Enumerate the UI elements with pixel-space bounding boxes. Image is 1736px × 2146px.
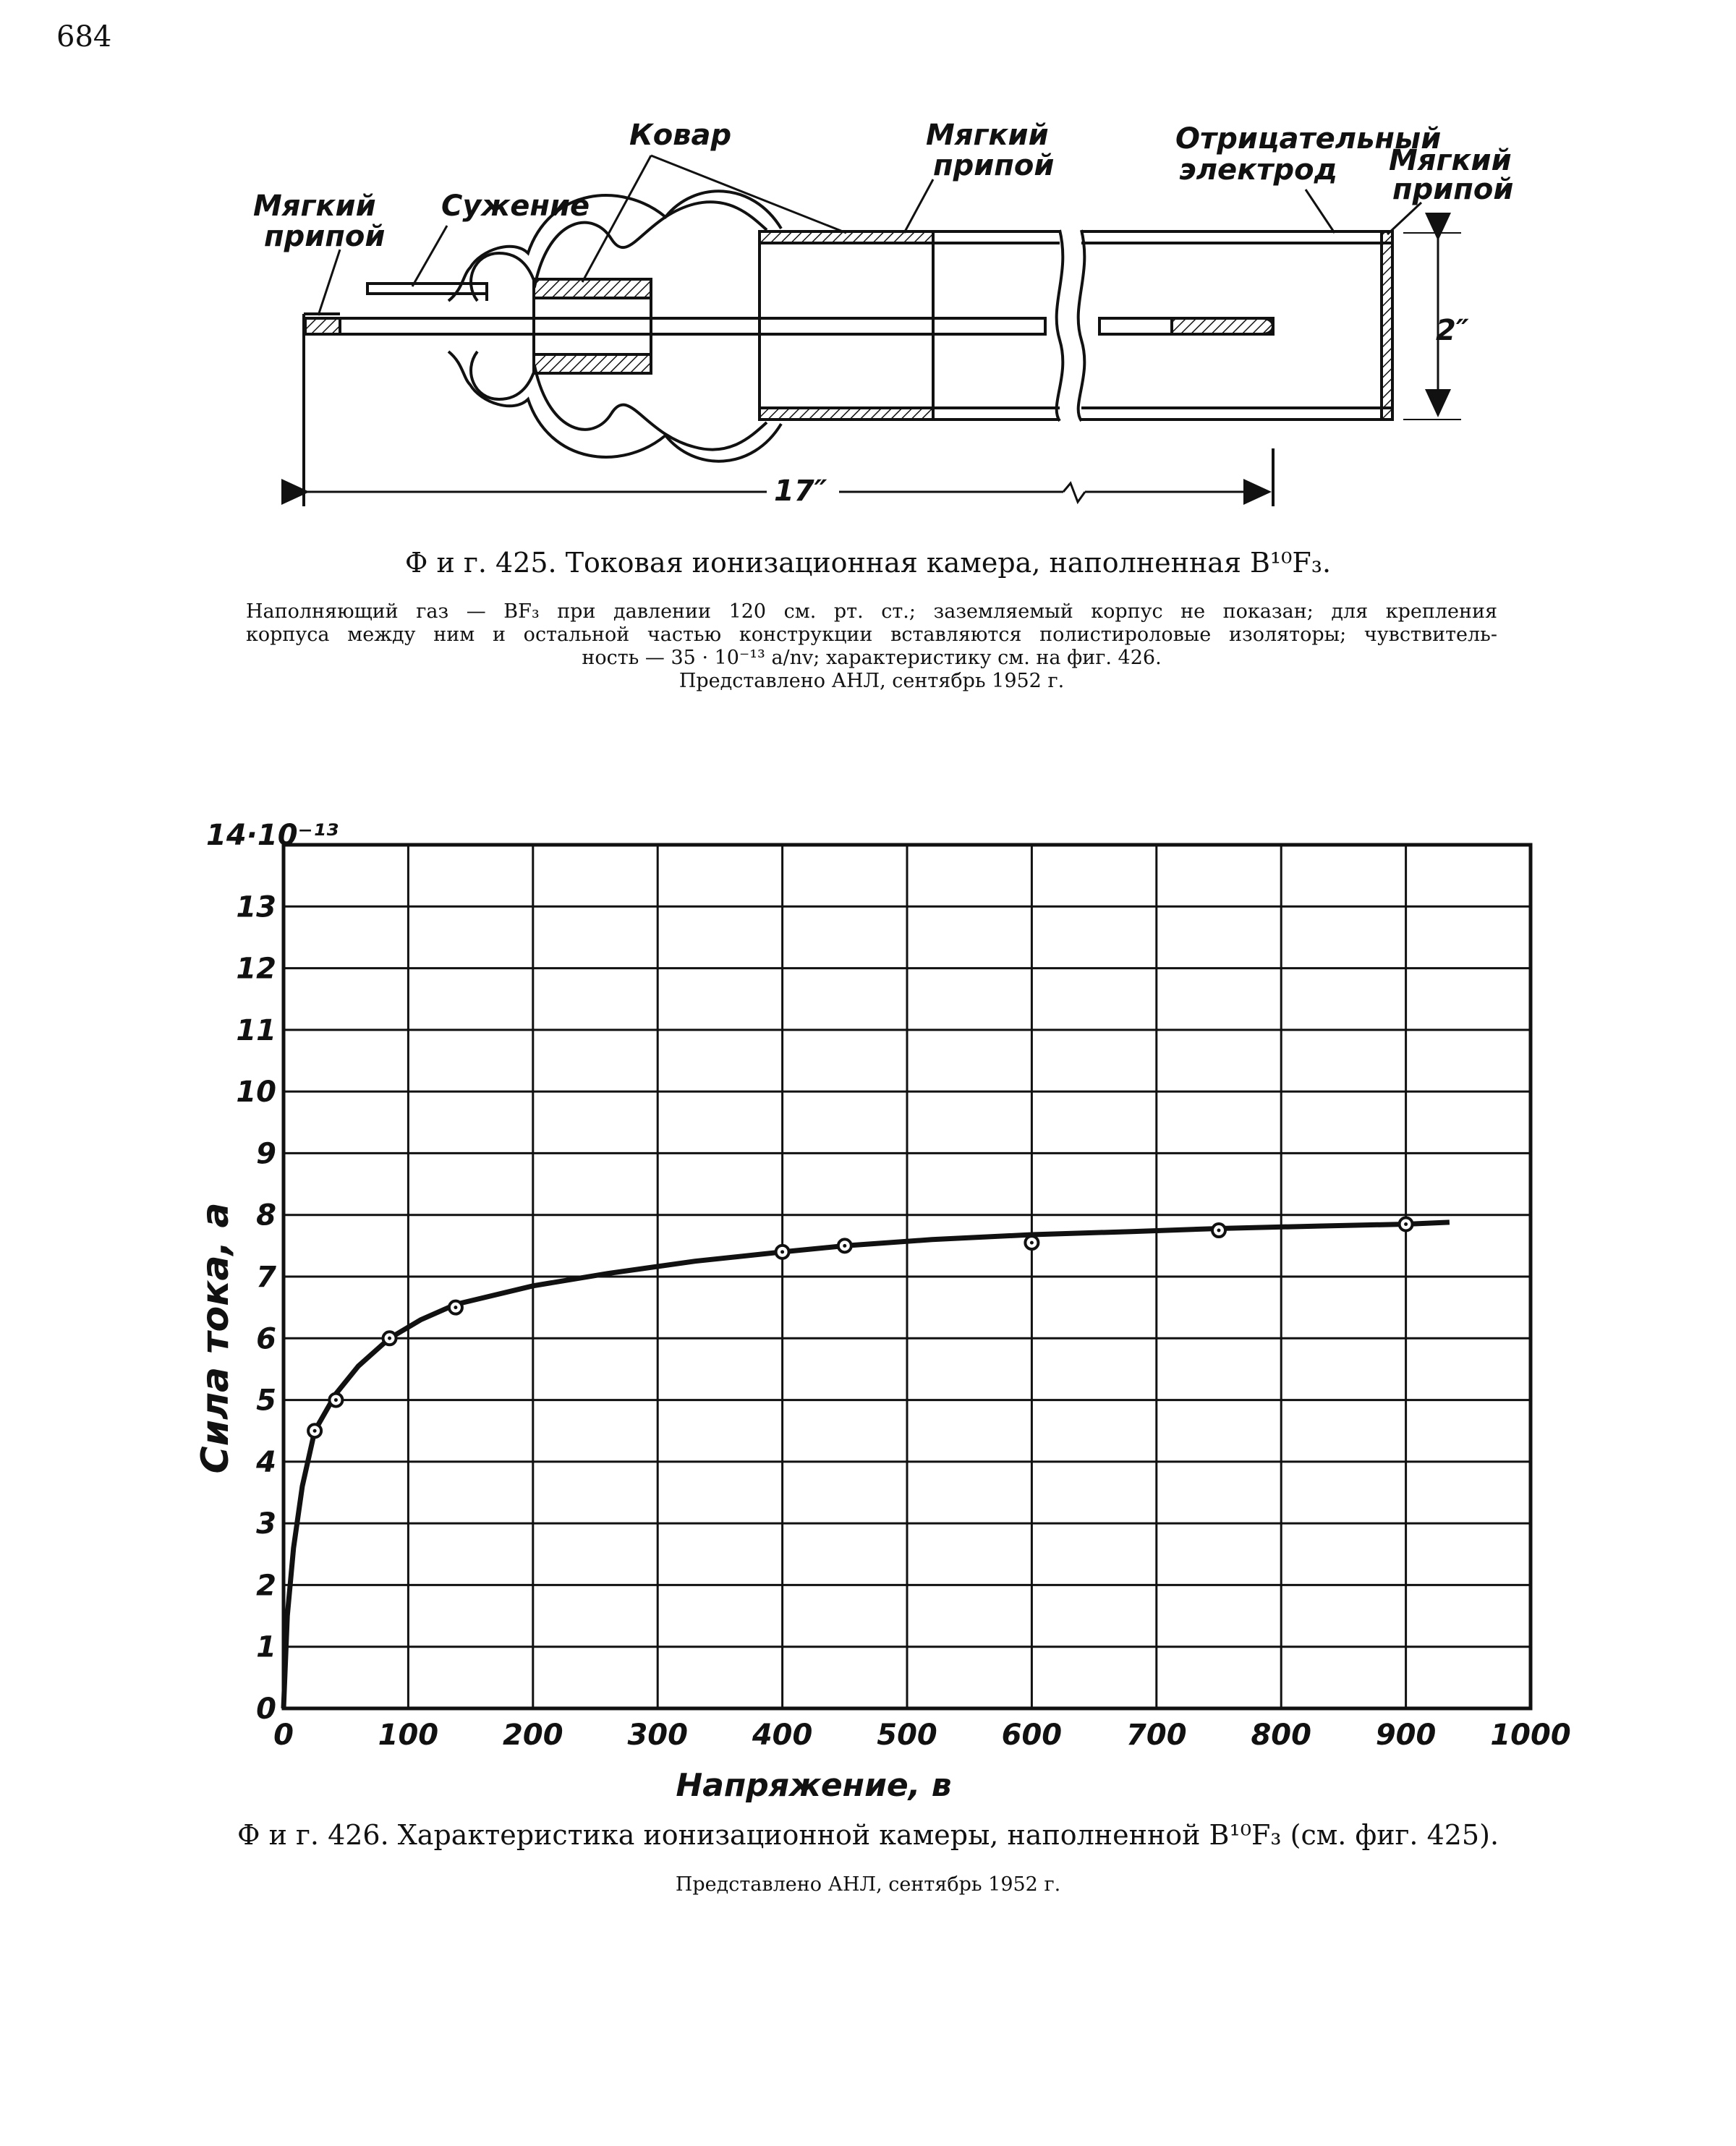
chart-x-tick-label: 200	[503, 1719, 563, 1752]
chart-x-tick-label: 0	[273, 1719, 294, 1752]
label-soft-solder-mid-2: припой	[933, 149, 1055, 182]
chart-x-tick-label: 600	[1001, 1719, 1063, 1752]
label-narrowing: Сужение	[441, 190, 590, 223]
label-kovar: Ковар	[629, 119, 732, 152]
fig425-chamber-drawing	[0, 0, 1736, 535]
chart-y-tick-label: 6	[256, 1322, 276, 1356]
fig426-credit: Представлено АНЛ, сентябрь 1952 г.	[675, 1873, 1061, 1896]
chart-series-line	[284, 1222, 1450, 1708]
label-soft-solder-left: Мягкий	[253, 190, 376, 223]
fig426-chart	[0, 796, 1736, 1808]
fig426-caption: Ф и г. 426. Характеристика ионизационной камеры, наполненной B¹⁰F₃ (см. фиг. 425).	[237, 1819, 1499, 1851]
chart-x-tick-label: 100	[378, 1719, 439, 1752]
chart-x-tick-label: 1000	[1490, 1719, 1571, 1752]
chart-y-tick-label: 1	[256, 1630, 276, 1664]
fig425-note-line-1: Наполняющий газ — BF₃ при давлении 120 см. рт. ст.; заземляемый корпус не показан; для крепления	[246, 600, 1497, 623]
chart-y-tick-label: 2	[256, 1569, 276, 1603]
chart-x-tick-label: 900	[1375, 1719, 1437, 1752]
label-soft-solder-right: Мягкий	[1389, 144, 1512, 177]
chart-data-point-center	[780, 1250, 784, 1253]
chart-y-tick-label: 8	[256, 1198, 276, 1232]
label-soft-solder-left-2: припой	[264, 220, 386, 253]
chart-y-tick-label: 0	[256, 1692, 276, 1726]
fig425-note-line-2: корпуса между ним и остальной частью конструкции вставляются полистироловые изоляторы; чувствитель-	[246, 623, 1497, 646]
fig425-note-line-3: ность — 35 · 10⁻¹³ а/nv; характеристику см. на фиг. 426.	[582, 647, 1162, 669]
chart-data-point-center	[1217, 1229, 1221, 1232]
chart-ylabel: Сила тока, а	[194, 1202, 237, 1474]
chart-x-tick-label: 800	[1251, 1719, 1311, 1752]
chart-y-tick-label: 5	[256, 1384, 276, 1418]
chart-data-point-center	[313, 1429, 317, 1433]
chart-xlabel: Напряжение, в	[676, 1767, 952, 1804]
chart-data-point-center	[334, 1398, 338, 1402]
chart-y-tick-label: 9	[256, 1137, 276, 1171]
chart-x-tick-label: 700	[1126, 1719, 1187, 1752]
chart-y-top-label: 14·10⁻¹³	[206, 819, 339, 852]
chart-data-point-center	[843, 1244, 846, 1248]
label-diameter: 2″	[1436, 314, 1469, 347]
fig425-note-line-4: Представлено АНЛ, сентябрь 1952 г.	[678, 670, 1065, 692]
chart-y-tick-label: 7	[256, 1261, 276, 1294]
chart-x-tick-label: 400	[752, 1719, 813, 1752]
label-soft-solder-right-2: припой	[1392, 173, 1514, 206]
chart-data-point-center	[1404, 1222, 1408, 1226]
chart-data-point-center	[388, 1337, 391, 1340]
chart-x-tick-label: 300	[627, 1719, 688, 1752]
chart-y-tick-label: 10	[236, 1076, 276, 1110]
chart-y-tick-label: 11	[236, 1013, 276, 1047]
label-length: 17″	[774, 474, 827, 508]
chart-y-tick-label: 3	[256, 1507, 276, 1541]
chart-data-point-center	[1030, 1241, 1034, 1245]
chart-y-tick-label: 12	[236, 952, 276, 986]
label-negative-electrode-2: электрод	[1179, 153, 1337, 187]
chart-data-point-center	[454, 1306, 457, 1309]
chart-y-tick-label: 13	[236, 890, 276, 924]
chart-x-tick-label: 500	[877, 1719, 937, 1752]
fig425-caption: Ф и г. 425. Токовая ионизационная камера, наполненная B¹⁰F₃.	[404, 547, 1332, 579]
label-soft-solder-mid: Мягкий	[926, 119, 1049, 152]
page-number: 684	[56, 20, 112, 54]
label-negative-electrode: Отрицательный	[1175, 122, 1442, 156]
chart-y-tick-label: 4	[256, 1445, 276, 1479]
